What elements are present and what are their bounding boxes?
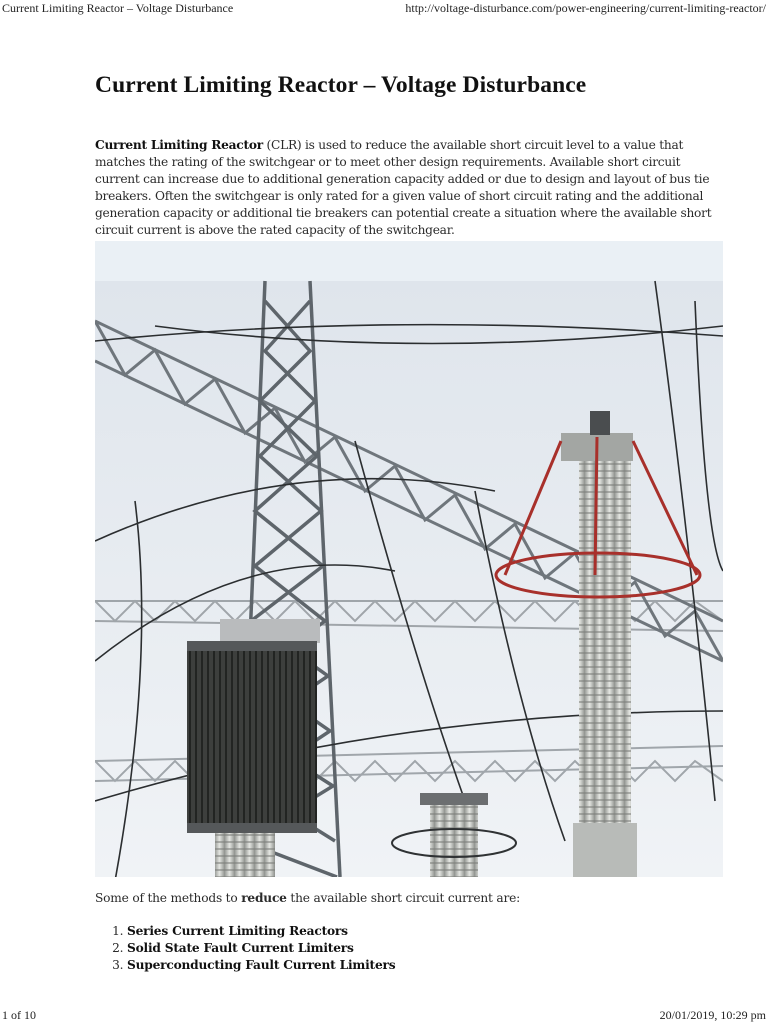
methods-lead	[95, 891, 725, 905]
article-title: Current Limiting Reactor – Voltage Disturbance	[95, 72, 587, 98]
print-header-url[interactable]: http://voltage-disturbance.com/power-engineering/current-limiting-reactor/	[405, 1, 766, 15]
methods-lead-text-end: the available short circuit current are:	[286, 891, 521, 905]
intro-term: Current Limiting Reactor	[95, 138, 263, 152]
methods-section	[95, 891, 725, 974]
methods-list	[95, 923, 725, 974]
print-header	[0, 1, 768, 17]
page-count: 1 of 10	[2, 1008, 36, 1022]
method-item: 1. Series Current Limiting Reactors	[127, 923, 725, 940]
method-item: 2. Solid State Fault Current Limiters	[127, 940, 725, 957]
substation-photo	[95, 241, 723, 877]
intro-paragraph	[95, 137, 725, 239]
methods-lead-bold: reduce	[241, 891, 287, 905]
intro-text: (CLR) is used to reduce the available short circuit level to a value that matches the rating of the switchgear or to meet other design requirements. Available short circuit current can increase due to additional generation capacity added or due to design and layout of bus tie breakers. Often the switchgear is only rated for a given value of short circuit rating and the additional generation capacity or additional tie breakers can potential create a situation where the available short circuit current is above the rated capacity of the switchgear.	[95, 138, 712, 237]
print-timestamp: 20/01/2019, 10:29 pm	[659, 1008, 766, 1022]
article	[95, 72, 725, 239]
print-header-title: Current Limiting Reactor – Voltage Disturbance	[2, 1, 234, 15]
methods-lead-text: Some of the methods to	[95, 891, 242, 905]
print-footer	[0, 1008, 768, 1024]
method-item: 3. Superconducting Fault Current Limiters	[127, 957, 725, 974]
